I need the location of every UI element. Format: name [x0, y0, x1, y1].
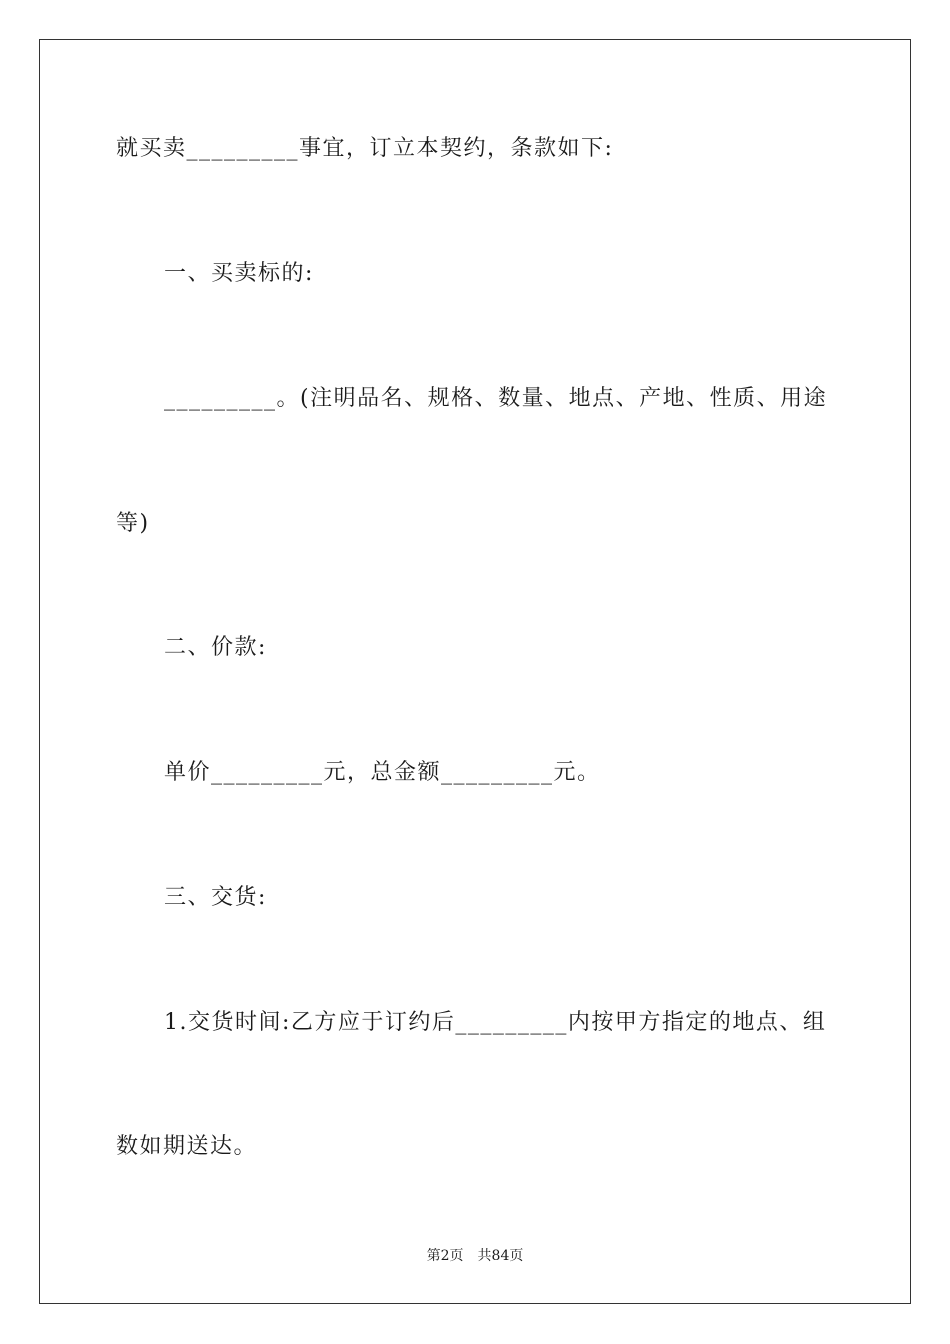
page-footer — [0, 1246, 950, 1266]
section-heading-subject: 一、买卖标的: — [164, 261, 314, 286]
paragraph-subject-details-cont: 等) — [116, 511, 150, 536]
section-heading-delivery: 三、交货: — [164, 885, 267, 910]
paragraph-delivery-time-cont: 数如期送达。 — [116, 1134, 258, 1159]
page-total: 共84页 — [477, 1248, 524, 1264]
section-heading-price: 二、价款: — [164, 635, 267, 660]
paragraph-delivery-time: 1.交货时间:乙方应于订约后_________内按甲方指定的地点、组 — [164, 1010, 827, 1035]
page-number: 第2页 — [426, 1248, 464, 1264]
paragraph-subject-details: _________。(注明品名、规格、数量、地点、产地、性质、用途 — [164, 386, 828, 411]
page-border — [39, 39, 911, 1304]
paragraph-price: 单价_________元，总金额_________元。 — [164, 760, 601, 785]
paragraph-intro: 就买卖_________事宜，订立本契约，条款如下: — [116, 136, 614, 161]
